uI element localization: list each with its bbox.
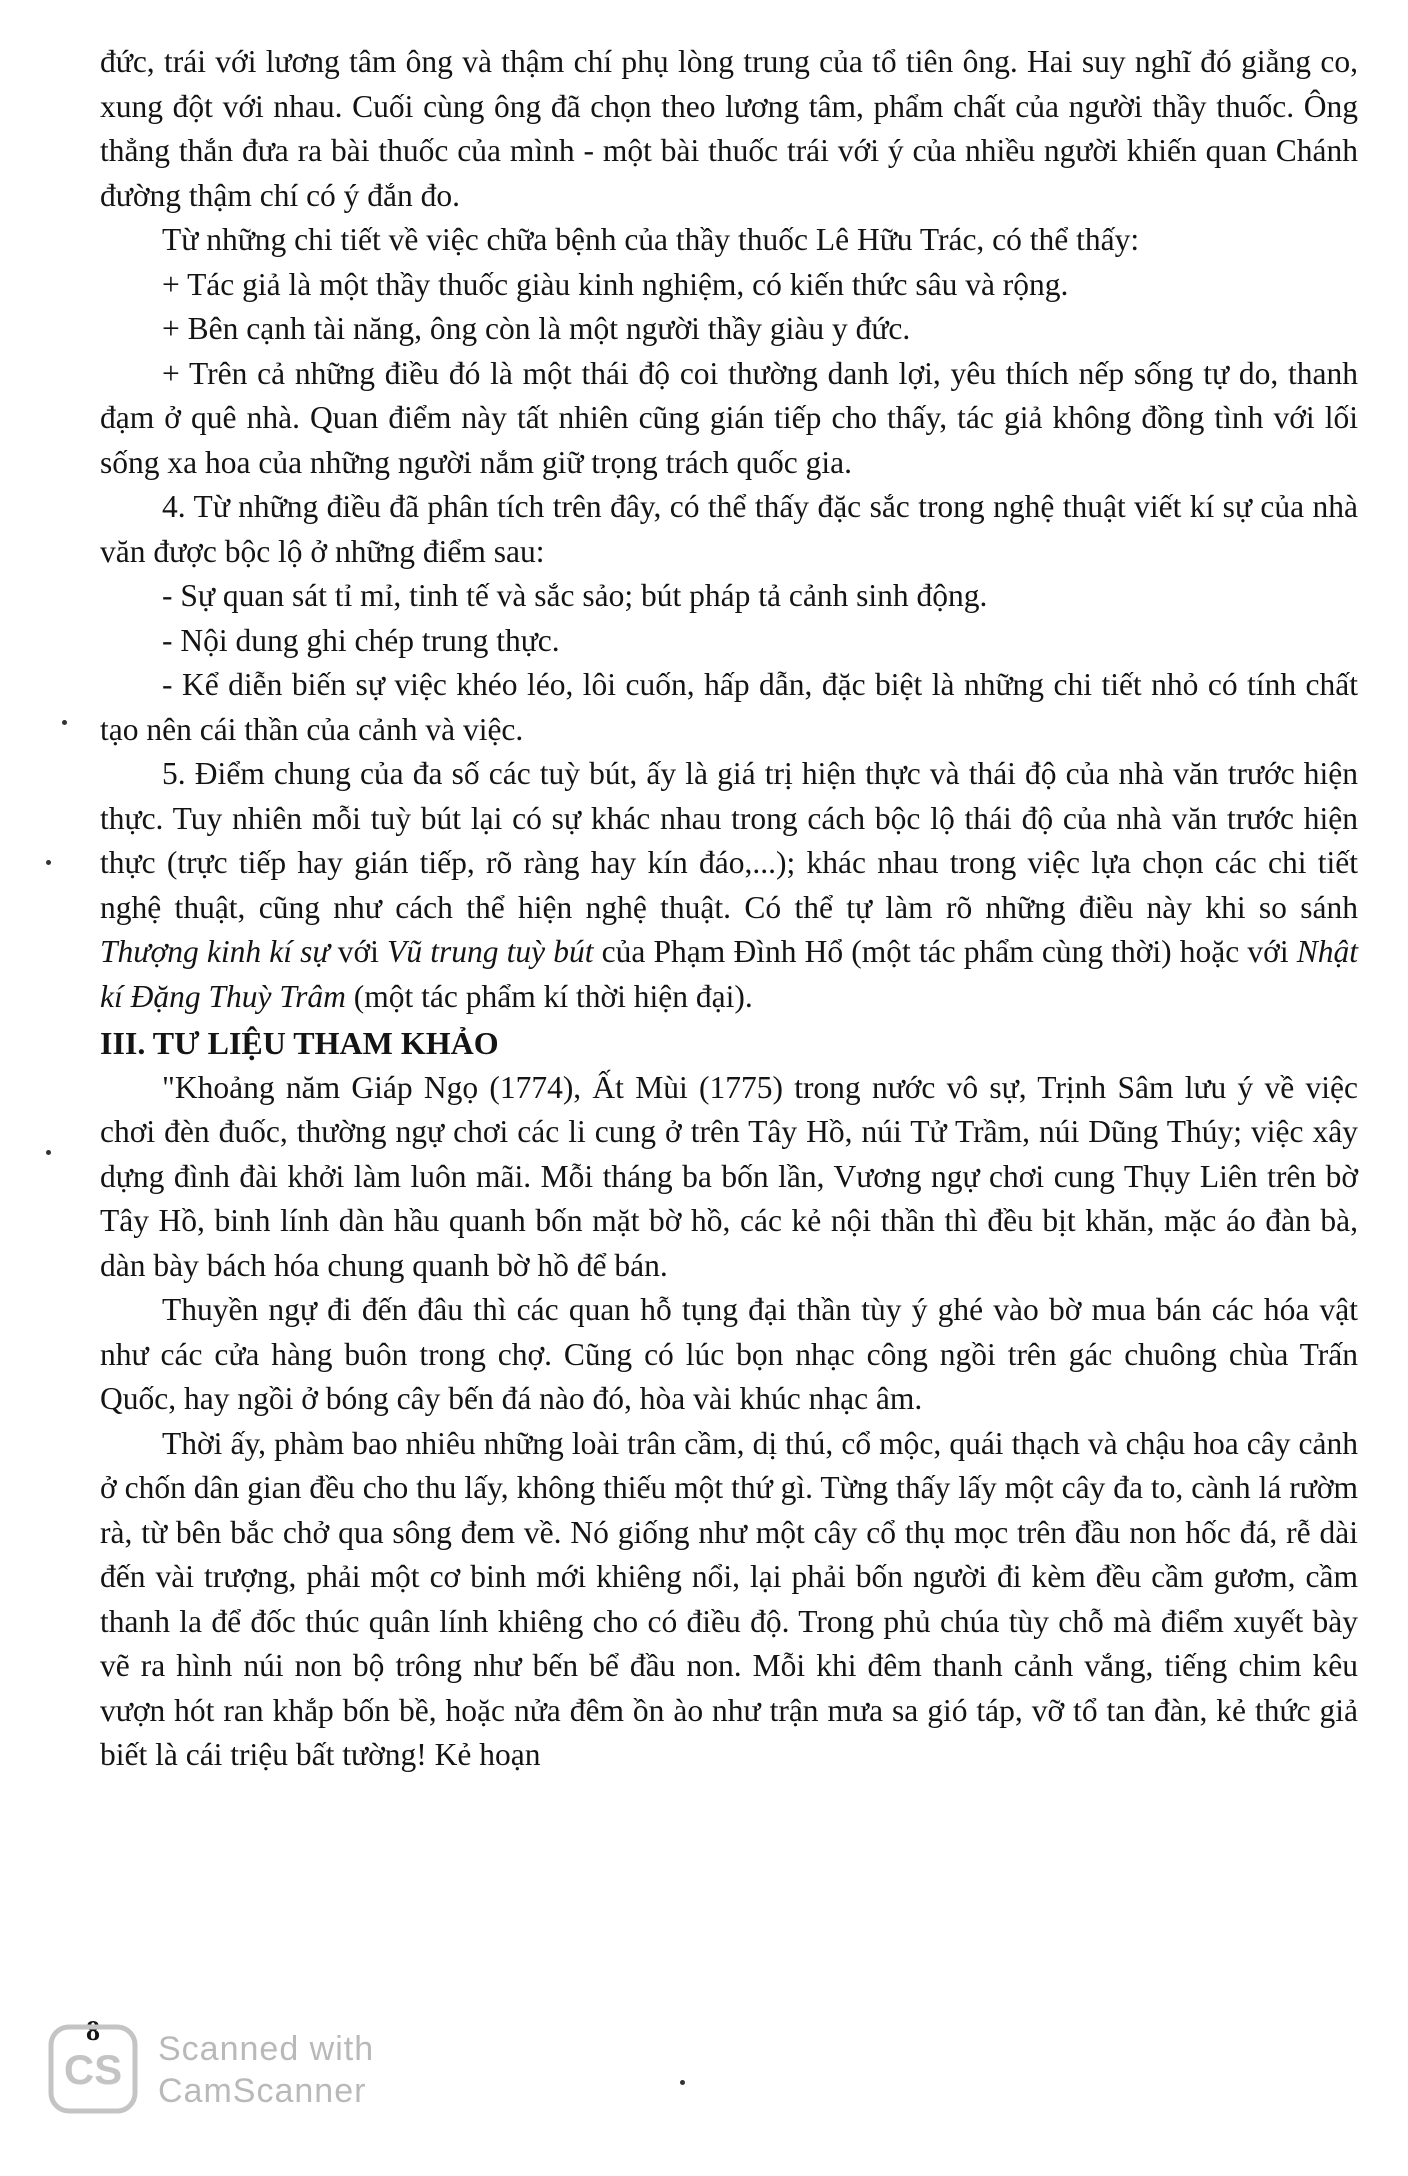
p5-text-b: với bbox=[329, 934, 388, 969]
dash-item-3: - Kể diễn biến sự việc khéo léo, lôi cuốn, hấp dẫn, đặc biệt là những chi tiết nhỏ có tính chất tạo nên cái thần của cảnh và việc. bbox=[100, 667, 1358, 747]
work-title-2: Vũ trung tuỳ bút bbox=[387, 934, 594, 969]
watermark-text bbox=[158, 2028, 374, 2112]
paragraph-1: đức, trái với lương tâm ông và thậm chí phụ lòng trung của tổ tiên ông. Hai suy nghĩ đó giằng co, xung đột với nhau. Cuối cùng ông đã chọn theo lương tâm, phẩm chất của người thầy thuốc. Ông thẳng thắn đưa ra bài thuốc của mình - một bài thuốc trái với ý của nhiều người khiến quan Chánh đường thậm chí có ý đắn đo. bbox=[100, 44, 1358, 213]
p5-text-d: (một tác phẩm kí thời hiện đại). bbox=[345, 978, 753, 1014]
scan-speck bbox=[680, 2080, 685, 2085]
scan-speck bbox=[62, 720, 67, 725]
reference-paragraph-3: Thời ấy, phàm bao nhiêu những loài trân cầm, dị thú, cổ mộc, quái thạch và chậu hoa cây cảnh ở chốn dân gian đều cho thu lấy, không thiếu một thứ gì. Từng thấy lấy một cây đa to, cành lá rườm rà, từ bên bắc chở qua sông đem về. Nó giống như một cây cổ thụ mọc trên đầu non hốc đá, rễ dài đến vài trượng, phải một cơ binh mới khiêng nổi, lại phải bốn người đi kèm đều cầm gươm, cầm thanh la để đốc thúc quân lính khiêng cho có điều độ. Trong phủ chúa tùy chỗ mà điểm xuyết bày vẽ ra hình núi non bộ trông như bến bể đầu non. Mỗi khi đêm thanh cảnh vắng, tiếng chim kêu vượn hót ran khắp bốn bề, hoặc nửa đêm ồn ào như trận mưa sa gió táp, vỡ tổ tan đàn, kẻ thức giả biết là cái triệu bất tường! Kẻ hoạn bbox=[100, 1425, 1358, 1772]
camscanner-watermark bbox=[48, 2024, 388, 2134]
scan-speck bbox=[46, 1150, 51, 1155]
paragraph-5 bbox=[100, 752, 1358, 1019]
work-title-3: Nhật kí Đặng Thuỳ Trâm bbox=[100, 934, 1358, 1014]
logo-letters: CS bbox=[63, 2046, 123, 2093]
dash-item-1: - Sự quan sát tỉ mỉ, tinh tế và sắc sảo; bút pháp tả cảnh sinh động. bbox=[162, 578, 988, 613]
page-number: 8 bbox=[86, 2016, 100, 2047]
section-heading: III. TƯ LIỆU THAM KHẢO bbox=[100, 1025, 499, 1061]
bullet-1: + Tác giả là một thầy thuốc giàu kinh nghiệm, có kiến thức sâu và rộng. bbox=[162, 266, 1069, 302]
p5-text-a: 5. Điểm chung của đa số các tuỳ bút, ấy là giá trị hiện thực và thái độ của nhà văn trước hiện thực. Tuy nhiên mỗi tuỳ bút lại có sự khác nhau trong cách bộc lộ thái độ của nhà văn trước hiện thực (trực tiếp hay gián tiếp, rõ ràng hay kín đáo,...); khác nhau trong việc lựa chọn các chi tiết nghệ thuật, cũng như cách thể hiện nghệ thuật. Có thể tự làm rõ những điều này khi so sánh bbox=[100, 756, 1358, 925]
scan-speck bbox=[46, 860, 51, 865]
camscanner-logo-icon bbox=[48, 2024, 138, 2114]
paragraph-2: Từ những chi tiết về việc chữa bệnh của thầy thuốc Lê Hữu Trác, có thể thấy: bbox=[162, 222, 1140, 257]
watermark-line-2: CamScanner bbox=[158, 2072, 367, 2110]
paragraph-4: 4. Từ những điều đã phân tích trên đây, có thể thấy đặc sắc trong nghệ thuật viết kí sự của nhà văn được bộc lộ ở những điểm sau: bbox=[100, 489, 1358, 569]
dash-item-2: - Nội dung ghi chép trung thực. bbox=[162, 622, 560, 658]
work-title-1: Thượng kinh kí sự bbox=[100, 934, 330, 969]
watermark-line-1: Scanned with bbox=[158, 2030, 375, 2068]
reference-paragraph-2: Thuyền ngự đi đến đâu thì các quan hỗ tụng đại thần tùy ý ghé vào bờ mua bán các hóa vật như các cửa hàng buôn trong chợ. Cũng có lúc bọn nhạc công ngồi trên gác chuông chùa Trấn Quốc, hay ngồi ở bóng cây bến đá nào đó, hòa vài khúc nhạc âm. bbox=[100, 1292, 1358, 1416]
p5-text-c: của Phạm Đình Hổ (một tác phẩm cùng thời) hoặc với bbox=[593, 934, 1297, 969]
document-page bbox=[100, 40, 1358, 1778]
bullet-2: + Bên cạnh tài năng, ông còn là một người thầy giàu y đức. bbox=[162, 311, 911, 346]
bullet-3: + Trên cả những điều đó là một thái độ coi thường danh lợi, yêu thích nếp sống tự do, thanh đạm ở quê nhà. Quan điểm này tất nhiên cũng gián tiếp cho thấy, tác giả không đồng tình với lối sống xa hoa của những người nắm giữ trọng trách quốc gia. bbox=[100, 355, 1358, 480]
reference-paragraph-1: "Khoảng năm Giáp Ngọ (1774), Ất Mùi (1775) trong nước vô sự, Trịnh Sâm lưu ý về việc chơi đèn đuốc, thường ngự chơi các li cung ở trên Tây Hồ, núi Tử Trầm, núi Dũng Thúy; việc xây dựng đình đài khởi làm luôn mãi. Mỗi tháng ba bốn lần, Vương ngự chơi cung Thụy Liên trên bờ Tây Hồ, binh lính dàn hầu quanh bốn mặt bờ hồ, các kẻ nội thần thì đều bịt khăn, mặc áo đàn bà, dàn bày bách hóa chung quanh bờ hồ để bán. bbox=[100, 1069, 1358, 1283]
